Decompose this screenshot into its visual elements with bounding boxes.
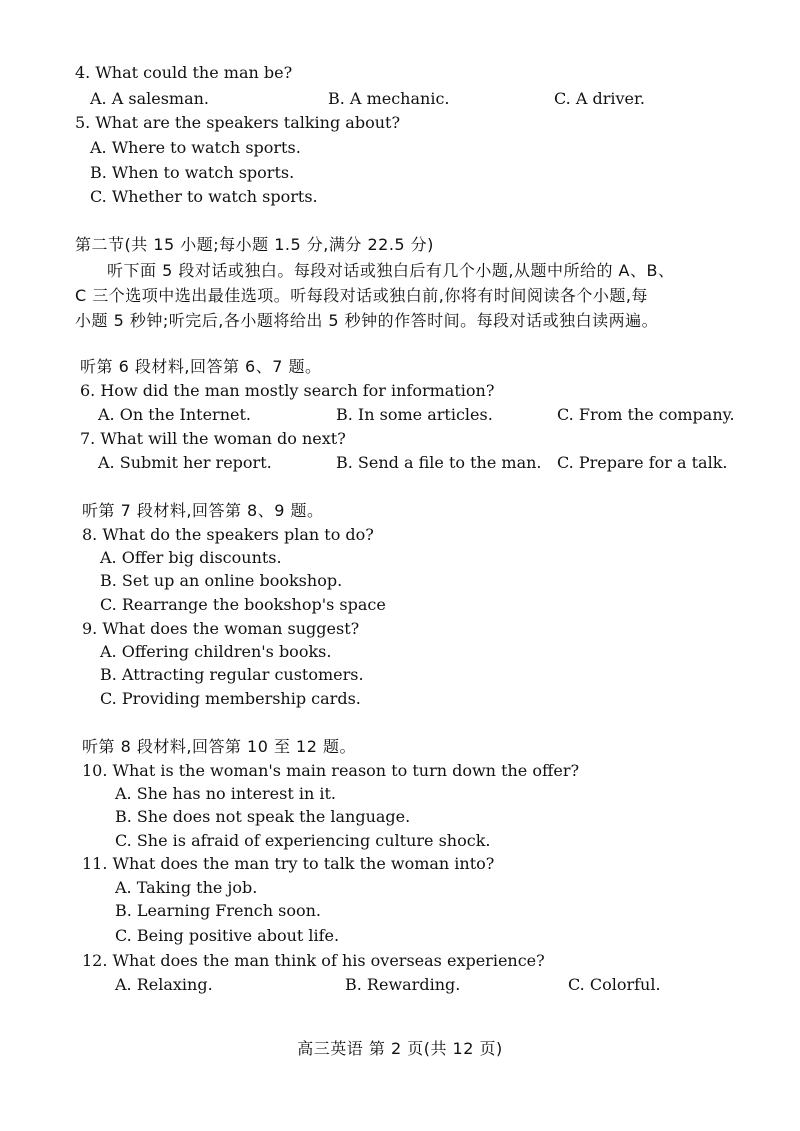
page-footer: 高三英语 第 2 页(共 12 页) — [297, 1039, 503, 1058]
q4-option-c: C. A driver. — [554, 89, 645, 108]
section-2-heading: 第二节(共 15 小题;每小题 1.5 分,满分 22.5 分) — [75, 235, 434, 254]
section-2-instructions-line-1: 听下面 5 段对话或独白。每段对话或独白后有几个小题,从题中所给的 A、B、 — [107, 261, 675, 280]
q7-option-b: B. Send a file to the man. — [336, 453, 542, 472]
question-8: 8. What do the speakers plan to do? — [82, 525, 374, 544]
material-8-heading: 听第 8 段材料,回答第 10 至 12 题。 — [82, 737, 357, 756]
question-7: 7. What will the woman do next? — [80, 429, 346, 448]
q12-option-a: A. Relaxing. — [115, 975, 213, 994]
q12-option-c: C. Colorful. — [568, 975, 661, 994]
q6-option-c: C. From the company. — [557, 405, 735, 424]
q7-option-c: C. Prepare for a talk. — [557, 453, 728, 472]
q7-option-a: A. Submit her report. — [98, 453, 272, 472]
q9-option-c: C. Providing membership cards. — [100, 689, 361, 708]
question-9: 9. What does the woman suggest? — [82, 619, 360, 638]
q5-option-a: A. Where to watch sports. — [90, 138, 301, 157]
question-5: 5. What are the speakers talking about? — [75, 113, 401, 132]
q6-option-b: B. In some articles. — [336, 405, 493, 424]
q8-option-c: C. Rearrange the bookshop's space — [100, 595, 386, 614]
question-10: 10. What is the woman's main reason to turn down the offer? — [82, 761, 580, 780]
question-11: 11. What does the man try to talk the woman into? — [82, 854, 495, 873]
question-12: 12. What does the man think of his overseas experience? — [82, 951, 545, 970]
section-2-instructions-line-2: C 三个选项中选出最佳选项。听每段对话或独白前,你将有时间阅读各个小题,每 — [75, 286, 648, 305]
q11-option-c: C. Being positive about life. — [115, 926, 340, 945]
q4-option-a: A. A salesman. — [90, 89, 210, 108]
q11-option-a: A. Taking the job. — [115, 878, 258, 897]
q4-option-b: B. A mechanic. — [328, 89, 450, 108]
q8-option-a: A. Offer big discounts. — [100, 548, 282, 567]
q5-option-c: C. Whether to watch sports. — [90, 187, 318, 206]
section-2-instructions-line-3: 小题 5 秒钟;听完后,各小题将给出 5 秒钟的作答时间。每段对话或独白读两遍。 — [75, 311, 659, 330]
q10-option-b: B. She does not speak the language. — [115, 807, 411, 826]
material-7-heading: 听第 7 段材料,回答第 8、9 题。 — [82, 501, 324, 520]
question-6: 6. How did the man mostly search for information? — [80, 381, 495, 400]
q10-option-c: C. She is afraid of experiencing culture shock. — [115, 831, 491, 850]
q11-option-b: B. Learning French soon. — [115, 901, 322, 920]
question-4: 4. What could the man be? — [75, 63, 293, 82]
q6-option-a: A. On the Internet. — [98, 405, 251, 424]
q12-option-b: B. Rewarding. — [345, 975, 461, 994]
q5-option-b: B. When to watch sports. — [90, 163, 295, 182]
q10-option-a: A. She has no interest in it. — [115, 784, 337, 803]
q9-option-b: B. Attracting regular customers. — [100, 665, 364, 684]
q8-option-b: B. Set up an online bookshop. — [100, 571, 343, 590]
material-6-heading: 听第 6 段材料,回答第 6、7 题。 — [80, 357, 322, 376]
q9-option-a: A. Offering children's books. — [100, 642, 332, 661]
